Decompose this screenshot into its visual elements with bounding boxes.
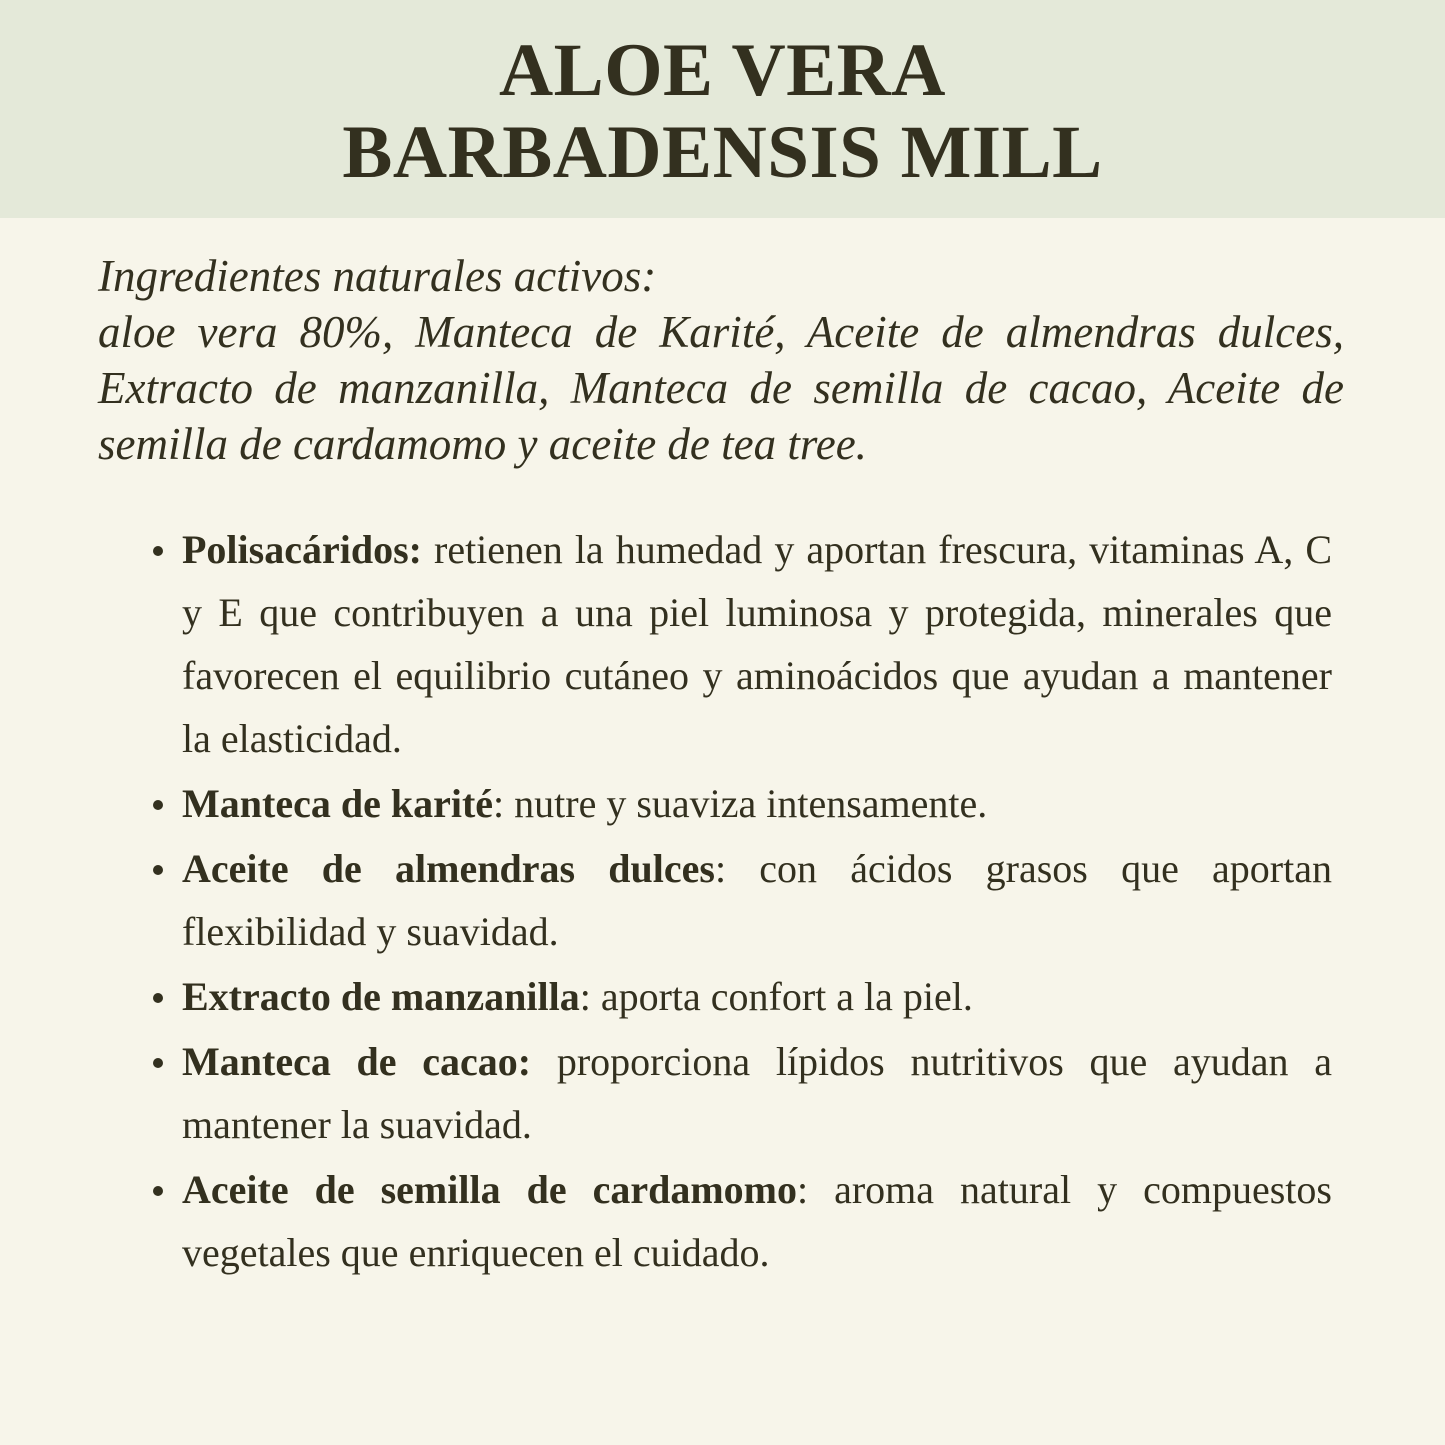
benefit-description: proporciona lípidos nutritivos que ayudan a mantener la suavidad. [182,1039,1332,1147]
bullet-icon [153,1058,163,1068]
benefit-description: retienen la humedad y aportan frescura, vitaminas A, C y E que contribuyen a una piel luminosa y protegida, minerales que favorecen el equilibrio cutáneo y aminoácidos que ayudan a mantener la elasticidad. [182,527,1332,761]
list-item [182,1158,1332,1284]
page-title-line-1: ALOE VERA [499,29,946,112]
title-banner [0,0,1445,218]
list-item [182,965,1332,1028]
benefit-description: : con ácidos grasos que aportan flexibilidad y suavidad. [182,846,1332,954]
bullet-icon [153,800,163,810]
benefit-term: Manteca de karité [182,781,494,826]
list-item [182,518,1332,770]
benefit-description: : aporta confort a la piel. [579,974,973,1019]
list-item [182,1030,1332,1156]
benefit-description: : aroma natural y compuestos vegetales que enriquecen el cuidado. [182,1167,1332,1275]
benefit-term: Aceite de almendras dulces [182,846,715,891]
benefits-list [182,518,1332,1286]
ingredients-intro [98,248,1344,472]
benefit-term: Aceite de semilla de cardamomo [182,1167,797,1212]
ingredients-list-text: aloe vera 80%, Manteca de Karité, Aceite de almendras dulces, Extracto de manzanilla, Manteca de semilla de cacao, Aceite de semilla de cardamomo y aceite de tea tree. [98,307,1344,469]
list-item [182,772,1332,835]
bullet-icon [153,1186,163,1196]
page-title-line-2: BARBADENSIS MILL [342,111,1103,194]
benefit-term: Polisacáridos: [182,527,422,572]
list-item [182,837,1332,963]
benefit-term: Extracto de manzanilla [182,974,580,1019]
bullet-icon [153,546,163,556]
bullet-icon [153,993,163,1003]
ingredients-heading: Ingredientes naturales activos: [98,251,657,301]
benefit-term: Manteca de cacao: [182,1039,532,1084]
benefit-description: : nutre y suaviza intensamente. [493,781,988,826]
bullet-icon [153,865,163,875]
